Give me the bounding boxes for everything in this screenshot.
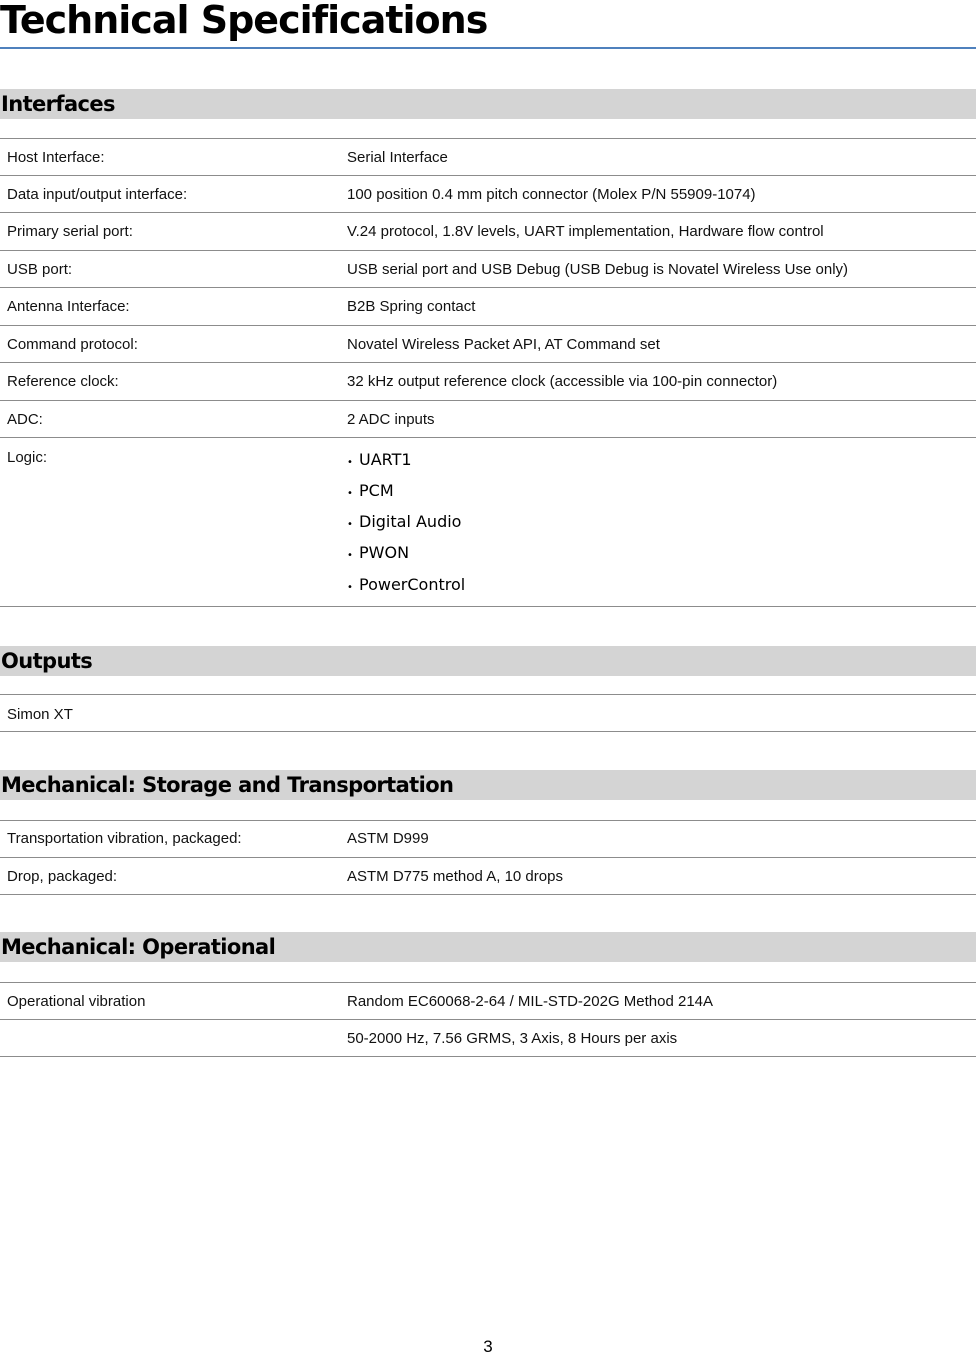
- row-divider: [0, 606, 976, 607]
- spec-label: Transportation vibration, packaged:: [7, 830, 242, 847]
- operational-section-header: [0, 932, 976, 962]
- spec-label: Simon XT: [7, 706, 73, 723]
- section-heading: Outputs: [1, 649, 93, 673]
- row-divider: [0, 400, 976, 401]
- spec-label: ADC:: [7, 411, 43, 428]
- row-divider: [0, 982, 976, 983]
- spec-value: V.24 protocol, 1.8V levels, UART implementation, Hardware flow control: [347, 223, 824, 240]
- list-item: • PWON: [347, 543, 409, 566]
- page-title: Technical Specifications: [0, 0, 488, 42]
- list-item: • UART1: [347, 450, 412, 473]
- row-divider: [0, 820, 976, 821]
- row-divider: [0, 1019, 976, 1020]
- spec-value: ASTM D775 method A, 10 drops: [347, 868, 563, 885]
- bullet-icon: •: [347, 488, 353, 499]
- spec-label: Operational vibration: [7, 993, 146, 1010]
- spec-label: Host Interface:: [7, 149, 105, 166]
- spec-label: Reference clock:: [7, 373, 119, 390]
- interfaces-section-header: [0, 89, 976, 119]
- spec-value: 50-2000 Hz, 7.56 GRMS, 3 Axis, 8 Hours per axis: [347, 1030, 678, 1047]
- list-item: • Digital Audio: [347, 512, 461, 535]
- section-heading: Mechanical: Operational: [1, 935, 276, 959]
- list-item: • PowerControl: [347, 575, 465, 598]
- outputs-section-header: [0, 646, 976, 676]
- page-number: 3: [483, 1337, 493, 1356]
- bullet-icon: •: [347, 457, 353, 468]
- row-divider: [0, 325, 976, 326]
- row-divider: [0, 175, 976, 176]
- storage-section-header: [0, 770, 976, 800]
- spec-value: Serial Interface: [347, 149, 448, 166]
- bullet-icon: •: [347, 582, 353, 593]
- spec-value: Random EC60068-2-64 / MIL-STD-202G Method 214A: [347, 993, 714, 1010]
- spec-value: 2 ADC inputs: [347, 411, 435, 428]
- title-underline: [0, 47, 976, 49]
- spec-label: Antenna Interface:: [7, 298, 130, 315]
- spec-value: 100 position 0.4 mm pitch connector (Molex P/N 55909-1074): [347, 186, 756, 203]
- spec-value: 32 kHz output reference clock (accessible via 100-pin connector): [347, 373, 778, 390]
- spec-label: Logic:: [7, 449, 48, 466]
- section-heading: Mechanical: Storage and Transportation: [1, 773, 454, 797]
- row-divider: [0, 731, 976, 732]
- bullet-icon: •: [347, 550, 353, 561]
- spec-value: Novatel Wireless Packet API, AT Command set: [347, 336, 660, 353]
- row-divider: [0, 362, 976, 363]
- row-divider: [0, 1056, 976, 1057]
- list-item: • PCM: [347, 481, 394, 504]
- row-divider: [0, 894, 976, 895]
- spec-value: ASTM D999: [347, 830, 429, 847]
- spec-label: USB port:: [7, 261, 73, 278]
- spec-value: B2B Spring contact: [347, 298, 476, 315]
- row-divider: [0, 694, 976, 695]
- row-divider: [0, 857, 976, 858]
- row-divider: [0, 138, 976, 139]
- row-divider: [0, 250, 976, 251]
- section-heading: Interfaces: [1, 92, 115, 116]
- spec-value: USB serial port and USB Debug (USB Debug is Novatel Wireless Use only): [347, 261, 849, 278]
- spec-label: Primary serial port:: [7, 223, 133, 240]
- row-divider: [0, 437, 976, 438]
- row-divider: [0, 287, 976, 288]
- row-divider: [0, 212, 976, 213]
- spec-label: Command protocol:: [7, 336, 138, 353]
- spec-label: Data input/output interface:: [7, 186, 188, 203]
- spec-label: Drop, packaged:: [7, 868, 118, 885]
- bullet-icon: •: [347, 519, 353, 530]
